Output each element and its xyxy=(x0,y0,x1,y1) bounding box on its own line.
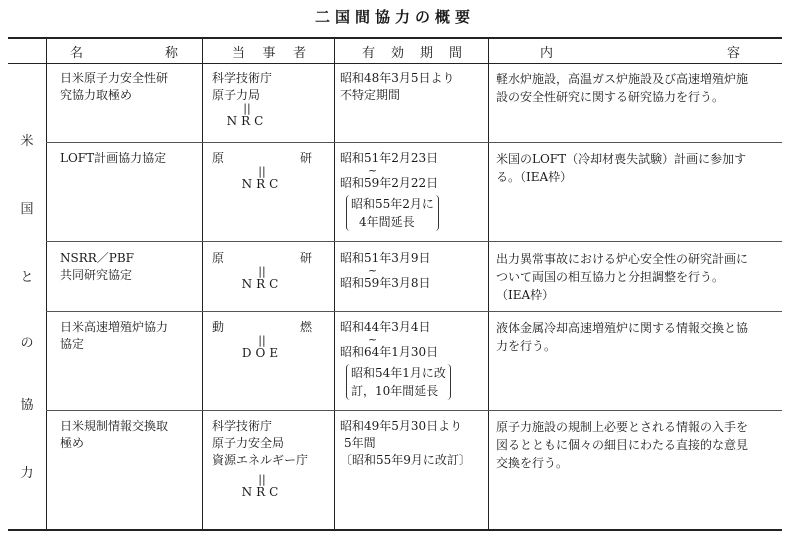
column-divider xyxy=(202,37,203,529)
table-row-period: 昭和44年3月4日 ~ 昭和64年1月30日 昭和54年1月に改 訂，10年間延長 xyxy=(340,319,484,400)
equivalence-mark: || xyxy=(243,102,251,115)
table-row-period: 昭和51年3月9日 ~ 昭和59年3月8日 xyxy=(340,250,484,292)
header-rule xyxy=(8,63,782,64)
row-divider xyxy=(46,410,782,411)
table-row-content: 液体金属冷却高速増殖炉に関する情報交換と協 力を行う。 xyxy=(496,321,749,353)
table-row-party: 動 燃 || DOE xyxy=(212,320,312,360)
equivalence-mark: || xyxy=(258,473,266,486)
column-divider xyxy=(488,37,489,529)
equivalence-mark: || xyxy=(258,265,266,278)
range-tilde: ~ xyxy=(368,333,378,346)
table-row-name: 日米規制情報交換取 極め xyxy=(60,419,169,450)
table-row-content: 原子力施設の規制上必要とされる情報の入手を 図るとともに個々の細目にわたる直接的な意見 交換を行う。 xyxy=(496,420,749,470)
page-title: 二国間協力の概要 xyxy=(314,8,475,26)
header-party: 当 事 者 xyxy=(232,45,306,61)
partner-agency: NRC xyxy=(241,277,283,291)
table-bottom-rule xyxy=(8,529,782,531)
header-name: 名 称 xyxy=(70,45,178,61)
column-divider xyxy=(46,37,47,529)
table-row-name: 日米原子力安全性研 究協力取極め xyxy=(60,71,169,102)
table-row-name: 日米高速増殖炉協力 協定 xyxy=(60,320,169,351)
row-divider xyxy=(46,311,782,312)
period-note: 昭和54年1月に改 訂，10年間延長 xyxy=(346,364,451,400)
table-row-party: 原 研 || NRC xyxy=(212,251,312,291)
period-note: 昭和55年2月に 4年間延長 xyxy=(346,195,439,231)
partner-agency: NRC xyxy=(241,485,283,499)
table-row-period: 昭和49年5月30日より 5年間 〔昭和55年9月に改訂〕 xyxy=(340,419,471,467)
range-tilde: ~ xyxy=(368,264,378,277)
row-divider xyxy=(46,142,782,143)
table-row-period: 昭和48年3月5日より 不特定期間 xyxy=(340,71,455,102)
column-divider xyxy=(334,37,335,529)
table-row-name: LOFT計画協力協定 xyxy=(60,151,167,165)
equivalence-mark: || xyxy=(258,334,266,347)
table-row-content: 米国のLOFT（冷却材喪失試験）計画に参加す る。（IEA枠） xyxy=(496,152,747,184)
partner-agency: NRC xyxy=(241,177,283,191)
partner-agency: NRC xyxy=(226,114,268,128)
side-label: 米 国 と の 協 力 xyxy=(20,134,34,481)
partner-agency: DOE xyxy=(241,346,283,360)
table-row-party: 原 研 || NRC xyxy=(212,151,312,191)
equivalence-mark: || xyxy=(258,165,266,178)
table-row-content: 軽水炉施設，高温ガス炉施設及び高速増殖炉施 設の安全性研究に関する研究協力を行う。 xyxy=(496,72,749,104)
table-row-name: NSRR／PBF 共同研究協定 xyxy=(60,251,135,282)
table-top-rule xyxy=(8,37,782,39)
header-content: 内 容 xyxy=(540,45,740,61)
header-period: 有 効 期 間 xyxy=(362,45,462,61)
range-tilde: ~ xyxy=(368,164,378,177)
table-row-content: 出力異常事故における炉心安全性の研究計画に ついて両国の相互協力と分担調整を行う。 （IEA枠） xyxy=(496,252,749,302)
row-divider xyxy=(46,241,782,242)
table-row-party: 科学技術庁 原子力局 || NRC xyxy=(212,71,273,128)
table-row-period: 昭和51年2月23日 ~ 昭和59年2月22日 昭和55年2月に 4年間延長 xyxy=(340,150,484,231)
table-row-party: 科学技術庁 原子力安全局 資源エネルギー庁 || NRC xyxy=(212,419,309,499)
